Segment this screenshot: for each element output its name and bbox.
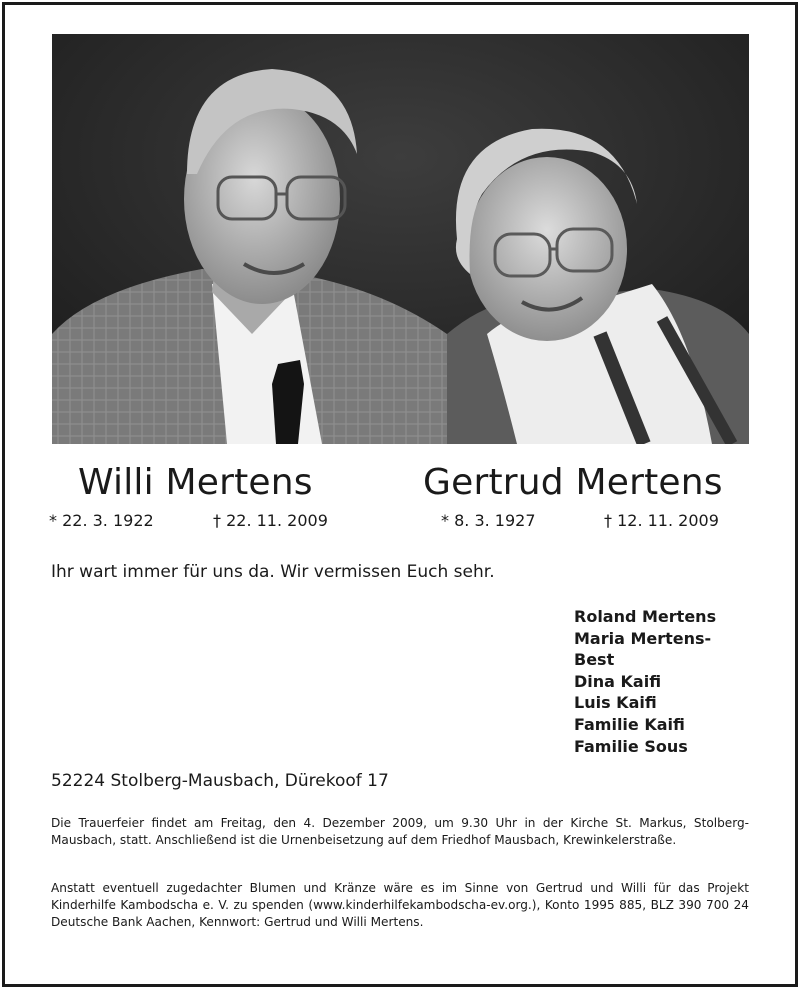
deceased-name-willi: Willi Mertens [78, 462, 313, 503]
address: 52224 Stolberg-Mausbach, Dürekoof 17 [51, 771, 389, 791]
mourner-name: Luis Kaifi [574, 693, 657, 713]
birth-date-willi: * 22. 3. 1922 [49, 511, 154, 530]
donation-info: Anstatt eventuell zugedachter Blumen und Kränze wäre es im Sinne von Gertrud und Willi für das Projekt Kinderhilfe Kambodscha e. V. zu spenden (www.kinderhilfekambodscha-ev.org.), Konto 1995 885, BLZ 390 700 24 Deutsche Bank Aachen, Kennwort: Gertrud und Willi Mertens. [51, 881, 749, 929]
mourner-name: Dina Kaifi [574, 671, 662, 691]
mourner-name: Familie Kaifi [574, 714, 685, 734]
birth-date-gertrud: * 8. 3. 1927 [441, 511, 536, 530]
mourner-name: Maria Mertens-Best [574, 628, 712, 670]
mourner-name: Roland Mertens [574, 607, 717, 626]
death-date-willi: † 22. 11. 2009 [213, 511, 328, 530]
deceased-name-gertrud: Gertrud Mertens [423, 462, 723, 503]
death-date-gertrud: † 12. 11. 2009 [604, 511, 719, 530]
couple-photo [52, 34, 749, 444]
mourners-list [574, 606, 750, 757]
tagline: Ihr wart immer für uns da. Wir vermissen Euch sehr. [51, 562, 495, 582]
funeral-info: Die Trauerfeier findet am Freitag, den 4. Dezember 2009, um 9.30 Uhr in der Kirche St. Markus, Stolberg-Mausbach, statt. Anschließend ist die Urnenbeisetzung auf dem Friedhof Mausbach, Krewinkelerstraße. [51, 816, 749, 847]
mourner-name: Familie Sous [574, 736, 688, 756]
